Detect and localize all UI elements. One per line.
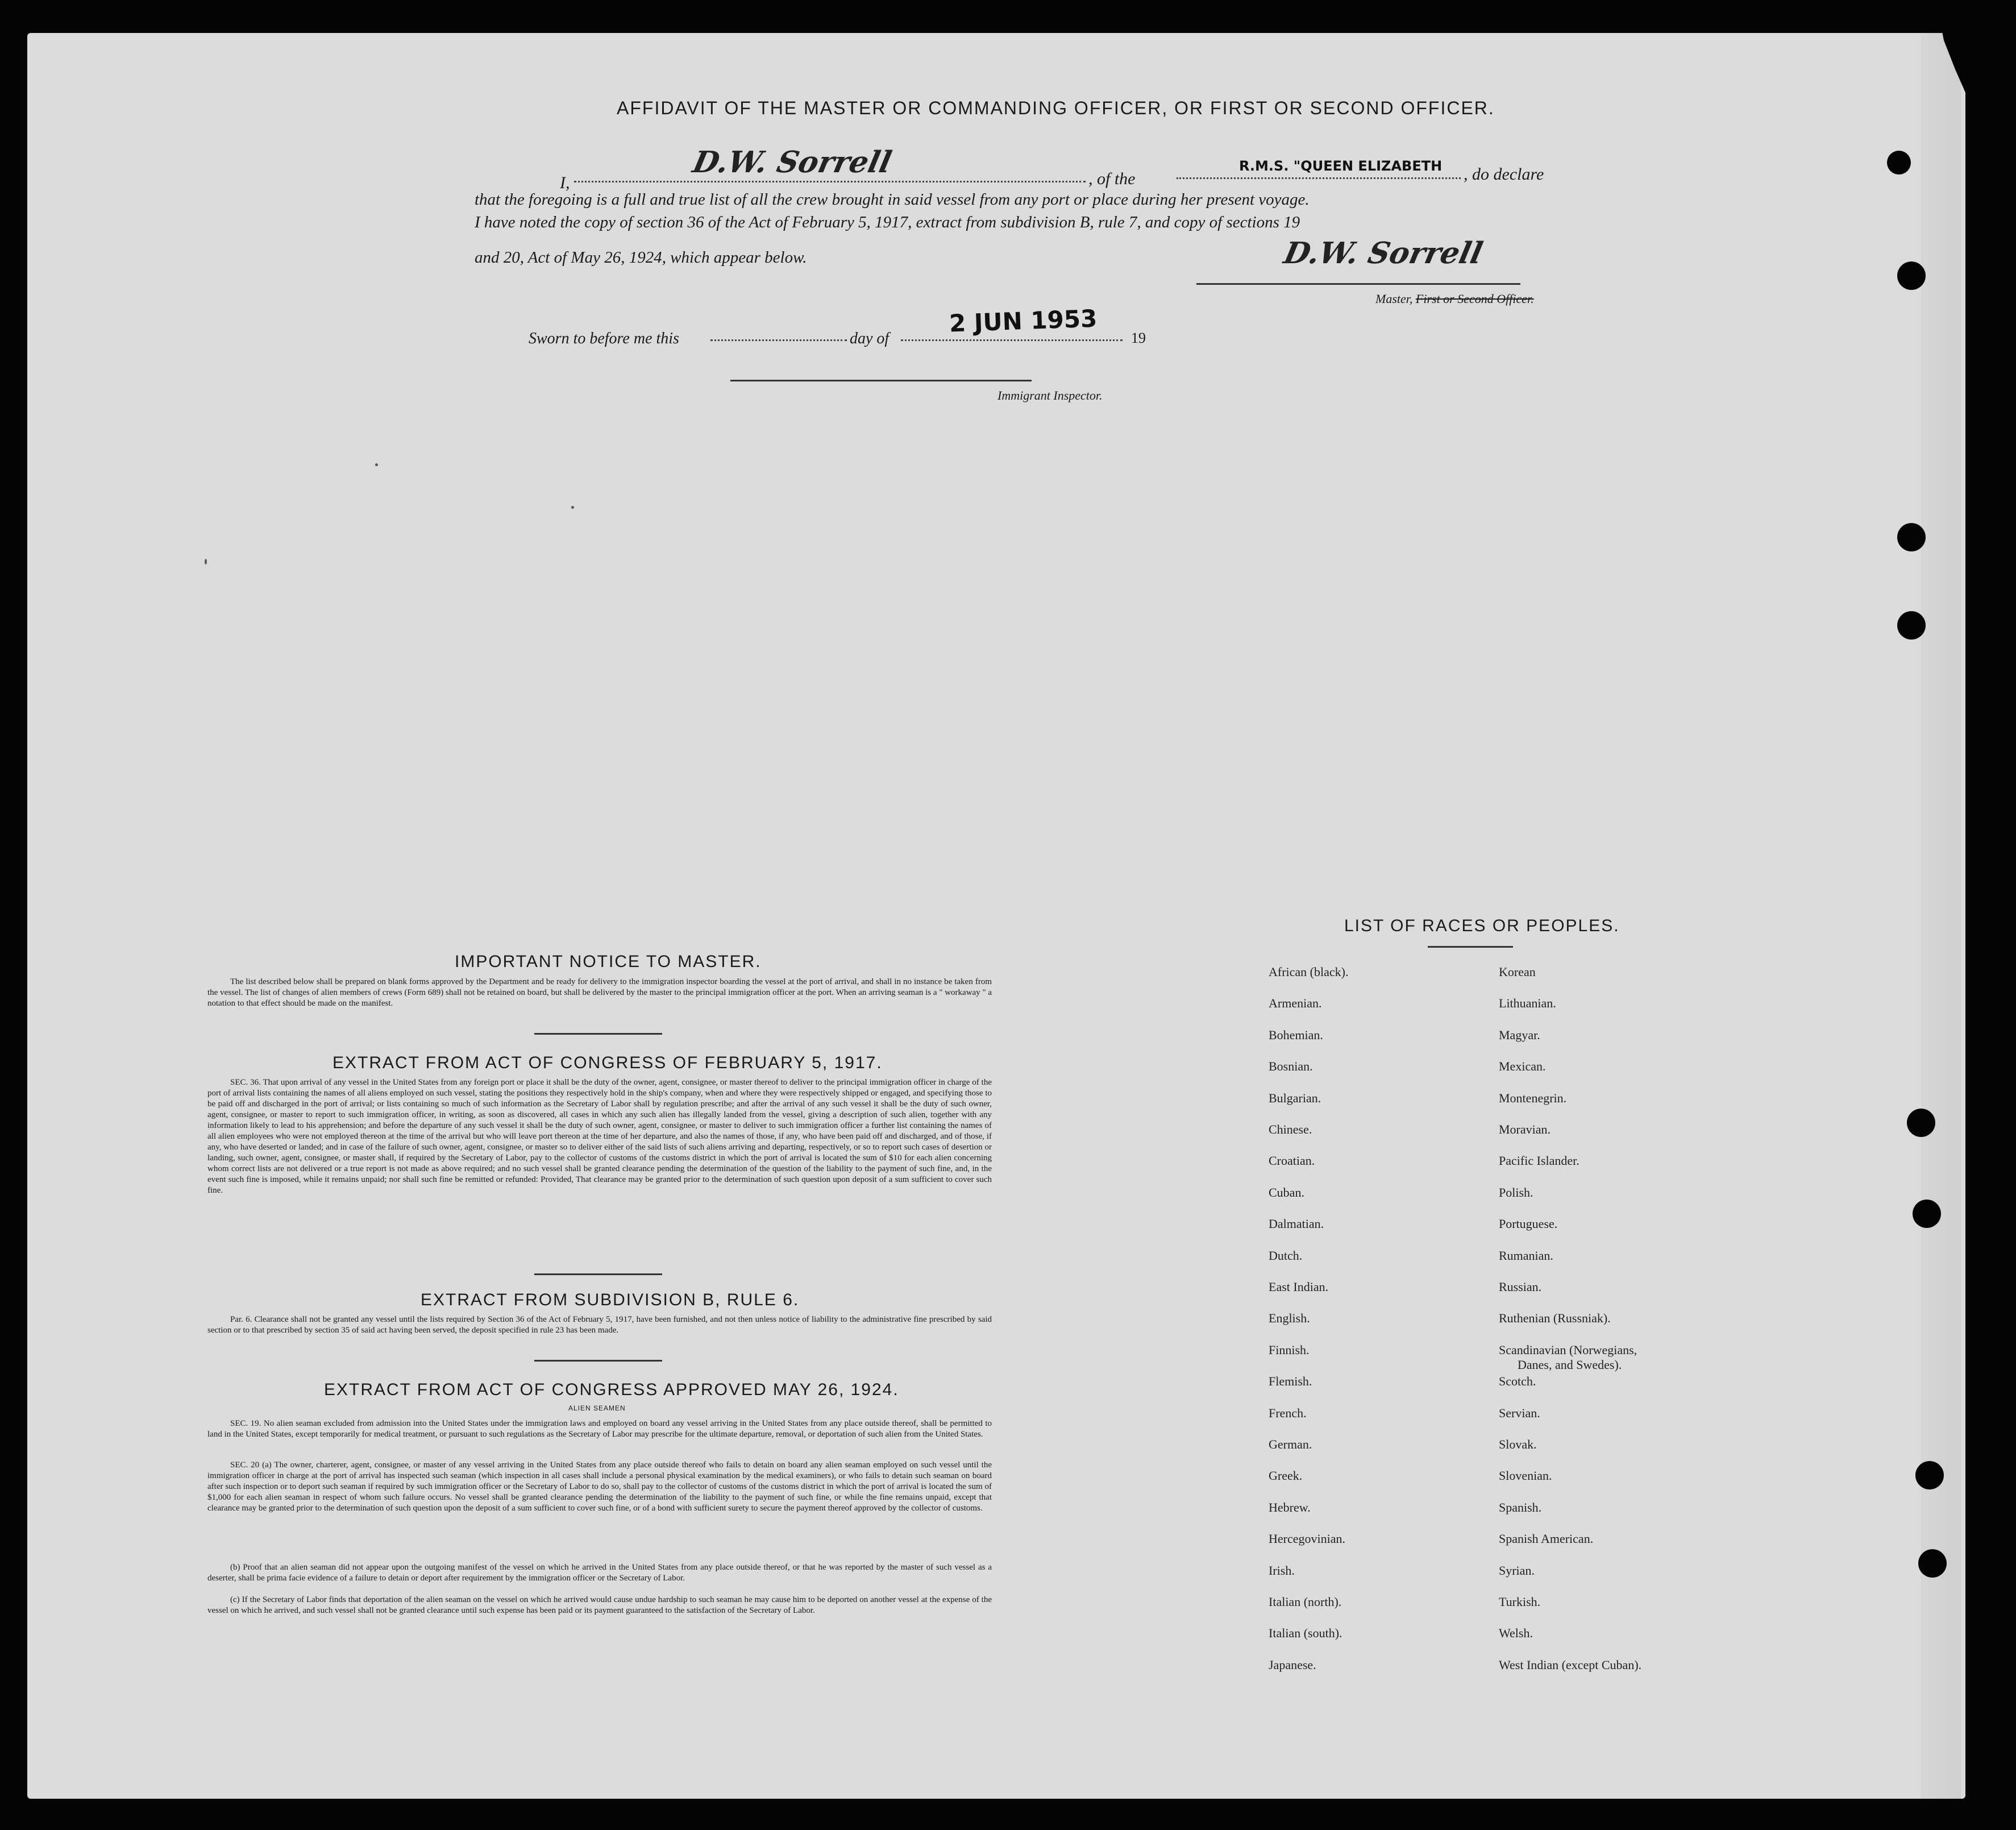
sec-20b-body: (b) Proof that an alien seaman did not appear upon the outgoing manifest of the vessel on which he arrived in the United States from any place outside thereof, or that he was reported by the master of such vessel as a deserter, shall be prima facie evidence of a failure to detain or deport after requirement by the immigration officer or the Secretary of Labor. — [207, 1563, 992, 1583]
race-item-left: Bosnian. — [1269, 1059, 1313, 1073]
immigrant-inspector-label: Immigrant Inspector. — [997, 388, 1103, 402]
day-of-label: day of — [850, 330, 889, 347]
race-item-left: Greek. — [1269, 1468, 1303, 1483]
punch-hole — [1913, 1200, 1941, 1228]
race-item-right: Spanish. — [1499, 1500, 1542, 1514]
sec-19-body: SEC. 19. No alien seaman excluded from admission into the United States under the immigration laws and employed on board any vessel arriving in the United States from any place outside thereof, shall be permitted to land in the United States, except temporarily for medical treatment, or pursuant to such regulations as the Secretary of Labor may prescribe for the ultimate departure, removal, or deportation of such alien from the United States. — [207, 1419, 992, 1439]
race-item-left: Italian (north). — [1269, 1595, 1342, 1609]
race-item-left: French. — [1269, 1406, 1307, 1420]
race-item-left: Flemish. — [1269, 1374, 1312, 1388]
vessel-name: R.M.S. "QUEEN ELIZABETH — [1239, 158, 1443, 174]
race-item-right: Slovenian. — [1499, 1468, 1552, 1483]
race-item-right: Scandinavian (Norwegians, — [1499, 1343, 1637, 1357]
of-the-label: , of the — [1088, 169, 1136, 188]
race-item-right: Syrian. — [1499, 1563, 1535, 1578]
race-item-left: Hercegovinian. — [1269, 1532, 1345, 1546]
race-item-right: Magyar. — [1499, 1028, 1540, 1042]
race-item-right: Spanish American. — [1499, 1532, 1594, 1546]
race-item-left: Irish. — [1269, 1563, 1295, 1578]
document-page — [27, 33, 1965, 1799]
paper-edge — [1921, 33, 1961, 1799]
notice-title: IMPORTANT NOTICE TO MASTER. — [455, 952, 762, 971]
punch-hole — [1918, 1549, 1947, 1578]
i-label: I, — [560, 173, 570, 192]
race-item-right: Russian. — [1499, 1280, 1542, 1294]
speck — [375, 463, 378, 466]
race-item-right: Servian. — [1499, 1406, 1540, 1420]
struck-officer-text: First or Second Officer. — [1415, 292, 1534, 306]
punch-hole — [1915, 1461, 1944, 1489]
race-item-left: Dutch. — [1269, 1248, 1303, 1263]
punch-hole — [1897, 262, 1926, 290]
race-item-left: Croatian. — [1269, 1153, 1315, 1168]
race-item-left: Armenian. — [1269, 996, 1322, 1010]
race-item-right: Korean — [1499, 965, 1536, 979]
race-item-left: Bulgarian. — [1269, 1091, 1321, 1105]
race-item-right: Portuguese. — [1499, 1217, 1558, 1231]
divider — [1428, 946, 1513, 948]
sworn-month-line — [901, 339, 1123, 341]
master-signature-top: D.W. Sorrell — [689, 145, 895, 180]
affidavit-title: AFFIDAVIT OF THE MASTER OR COMMANDING OFFICER, OR FIRST OR SECOND OFFICER. — [617, 98, 1495, 118]
date-stamp: 2 JUN 1953 — [949, 304, 1098, 338]
sec-20a-body: SEC. 20 (a) The owner, charterer, agent, consignee, or master of any vessel arriving in the United States from any place outside thereof who fails to detain on board any alien seaman employed on such vessel until the immigration officer in charge at the port of arrival has inspected such seaman (which inspection in all cases shall include a personal physical examination by the medical examiners), or who fails to detain such seaman on board after such inspection or to deport such seaman if required by such immigration officer or the Secretary of Labor to do so, shall pay to the collector of customs of the customs district in which the port of arrival is located the sum of $1,000 for each alien seaman in respect of whom such failure occurs. No vessel shall be granted clearance pending the determination of the liability to the payment of such fine, or while the fine remains unpaid, except that clearance may be granted prior to the determination of such question upon the deposit of a sum sufficient to cover such fine, or of a bond with sufficient surety to secure the payment thereof approved by the collector of customs. — [207, 1460, 992, 1513]
races-title: LIST OF RACES OR PEOPLES. — [1344, 916, 1620, 935]
extract-1917-body: SEC. 36. That upon arrival of any vessel in the United States from any foreign port or place it shall be the duty of the owner, agent, consignee, or master thereof to deliver to the principal immigration officer in charge of the port of arrival lists containing the names of all aliens employed on such vessel, stating the positions they respectively hold in the ship's company, when and where they were respectively shipped or engaged, and specifying those to be paid off and discharged in the port of arrival; or lists containing so much of such information as the Secretary of Labor shall by regulation prescribe; and after the arrival of any such vessel it shall be the duty of such owner, agent, consignee, or master to report to such immigration officer, in writing, as soon as discovered, all cases in which any such alien has illegally landed from the vessel, giving a description of such alien, together with any information likely to lead to his apprehension; and before the departure of any such vessel it shall be the duty of such owner, agent, consignee, or master to deliver to such immigration officer a further list containing the names of all alien employees who were not employed thereon at the time of the arrival but who will leave port thereon at the time of her departure, and also the names of those, if any, who have been paid off and discharged, and of those, if any, who have deserted or landed; and in case of the failure of such owner, agent, consignee, or master so to deliver either of the said lists of such aliens arriving and departing, respectively, or so to report such cases of desertion or landing, such owner, agent, consignee, or master shall, if required by the Secretary of Labor, pay to the collector of customs of the customs district in which the port of arrival is located the sum of $10 for each alien concerning whom correct lists are not delivered or a true report is not made as above required; and no such vessel shall be granted clearance pending the determination of the question of the liability to the payment of such fine, and, in the event such fine is imposed, while it remains unpaid; nor shall such fine be remitted or refunded: Provided, That clearance may be granted prior to the determination of such question upon deposit of a sum sufficient to cover such fine. — [207, 1078, 992, 1195]
extract-1924-title: EXTRACT FROM ACT OF CONGRESS APPROVED MAY 26, 1924. — [324, 1380, 899, 1399]
do-declare-label: , do declare — [1464, 165, 1544, 184]
race-item-left: Chinese. — [1269, 1122, 1312, 1136]
extract-1917-title: EXTRACT FROM ACT OF CONGRESS OF FEBRUARY 5, 1917. — [332, 1053, 883, 1072]
sworn-label: Sworn to before me this — [529, 330, 679, 347]
race-item-left: Japanese. — [1269, 1658, 1316, 1672]
race-item-left: African (black). — [1269, 965, 1349, 979]
race-item-right: Moravian. — [1499, 1122, 1551, 1136]
race-item-left: English. — [1269, 1311, 1310, 1325]
rule-6-body: Par. 6. Clearance shall not be granted any vessel until the lists required by Section 36 of the Act of February 5, 1917, have been furnished, and not then unless notice of liability to the administrative fine prescribed by said section or to that prescribed by section 35 of said act having been served, the deposit specified in rule 23 has been made. — [207, 1315, 992, 1335]
affidavit-line-3: and 20, Act of May 26, 1924, which appear below. — [475, 248, 807, 267]
race-item-right: Lithuanian. — [1499, 996, 1556, 1010]
race-item-left: Hebrew. — [1269, 1500, 1311, 1514]
divider — [534, 1360, 662, 1362]
race-item-right: Slovak. — [1499, 1437, 1537, 1451]
signature-line — [1196, 283, 1520, 285]
race-item-right: Pacific Islander. — [1499, 1153, 1579, 1168]
race-item-left: Finnish. — [1269, 1343, 1310, 1357]
alien-seamen-subtitle: ALIEN SEAMEN — [568, 1404, 626, 1412]
race-item-left: Dalmatian. — [1269, 1217, 1324, 1231]
race-scandinavian-continued: Danes, and Swedes). — [1518, 1358, 1622, 1372]
punch-hole — [1887, 151, 1911, 175]
race-item-left: Cuban. — [1269, 1185, 1304, 1200]
inspector-signature-line — [730, 380, 1032, 381]
race-item-right: Rumanian. — [1499, 1248, 1553, 1263]
race-item-right: Welsh. — [1499, 1626, 1533, 1640]
affidavit-line-1: that the foregoing is a full and true list of all the crew brought in said vessel from any port or place during her present voyage. — [475, 190, 1310, 209]
race-item-right: Mexican. — [1499, 1059, 1546, 1073]
punch-hole — [1897, 611, 1926, 640]
master-signature: D.W. Sorrell — [1281, 236, 1486, 271]
name-line — [574, 181, 1086, 182]
vessel-line — [1177, 177, 1461, 179]
race-item-left: Bohemian. — [1269, 1028, 1323, 1042]
race-item-right: Montenegrin. — [1499, 1091, 1567, 1105]
speck — [205, 559, 207, 565]
sworn-day-line — [710, 339, 847, 341]
rule-6-title: EXTRACT FROM SUBDIVISION B, RULE 6. — [421, 1290, 800, 1309]
race-item-right: Turkish. — [1499, 1595, 1541, 1609]
race-item-left: German. — [1269, 1437, 1312, 1451]
race-item-right: West Indian (except Cuban). — [1499, 1658, 1642, 1672]
master-label — [1375, 292, 1534, 306]
race-item-left: Italian (south). — [1269, 1626, 1342, 1640]
divider — [534, 1033, 662, 1035]
race-item-left: East Indian. — [1269, 1280, 1329, 1294]
affidavit-line-2: I have noted the copy of section 36 of the Act of February 5, 1917, extract from subdivision B, rule 7, and copy of sections 19 — [475, 213, 1300, 231]
divider — [534, 1273, 662, 1275]
punch-hole — [1907, 1109, 1935, 1137]
notice-body: The list described below shall be prepared on blank forms approved by the Department and be ready for delivery to the immigration inspector boarding the vessel at the port of arrival, and shall in no instance be taken from the vessel. The list of changes of alien members of crews (Form 689) shall not be retained on board, but shall be delivered by the master to the principal immigration officer at the port. When an arriving seaman is a " workaway " a notation to that effect should be made on the manifest. — [207, 977, 992, 1008]
race-item-right: Polish. — [1499, 1185, 1533, 1200]
speck — [571, 506, 574, 509]
master-text: Master, — [1375, 292, 1413, 306]
year-prefix: 19 — [1131, 330, 1146, 346]
sec-20c-body: (c) If the Secretary of Labor finds that deportation of the alien seaman on the vessel on which he arrived would cause undue hardship to such seaman he may cause him to be deported on another vessel at the expense of the vessel on which he arrived, and such vessel shall not be granted clearance until such expense has been paid or its payment guaranteed to the satisfaction of the Secretary of Labor. — [207, 1595, 992, 1615]
punch-hole — [1897, 523, 1926, 551]
race-item-right: Scotch. — [1499, 1374, 1536, 1388]
race-item-right: Ruthenian (Russniak). — [1499, 1311, 1611, 1325]
